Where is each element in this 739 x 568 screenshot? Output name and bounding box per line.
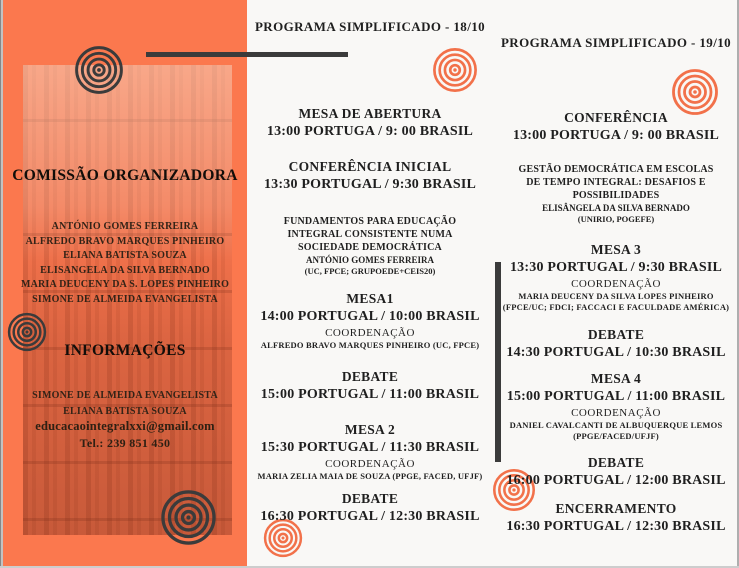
committee-member: ELIANA BATISTA SOUZA — [63, 250, 187, 261]
committee-member: MARIA DEUCENY DA S. LOPES PINHEIRO — [20, 279, 230, 290]
session-palestra — [497, 163, 735, 225]
info-title: INFORMAÇÕES — [64, 342, 186, 359]
coordination-label: COORDENAÇÃO — [325, 458, 415, 470]
coordinator-name: DANIEL CAVALCANTI DE ALBUQUERQUE LEMOS — [509, 420, 723, 430]
committee-member: ANTÓNIO GOMES FERREIRA — [51, 221, 199, 232]
session-time: 13:00 PORTUGA / 9: 00 BRASIL — [512, 128, 720, 143]
organizing-committee-panel — [3, 0, 247, 566]
session-debate — [497, 454, 735, 490]
committee-title: COMISSÃO ORGANIZADORA — [12, 167, 238, 184]
coordination-label: COORDENAÇÃO — [325, 327, 415, 339]
talk-speaker: ANTÓNIO GOMES FERREIRA — [305, 255, 434, 265]
session-mesa2 — [250, 421, 490, 482]
coordination-label: COORDENAÇÃO — [571, 278, 661, 290]
session-title: ENCERRAMENTO — [555, 501, 677, 516]
committee-member: SIMONE DE ALMEIDA EVANGELISTA — [32, 293, 218, 305]
session-debate — [250, 490, 490, 526]
session-encerramento — [497, 500, 735, 536]
committee-member-list — [3, 220, 247, 307]
target-icon — [74, 45, 124, 95]
committee-member: ALFREDO BRAVO MARQUES PINHEIRO — [25, 235, 225, 247]
contact-phone: Tel.: 239 851 450 — [79, 436, 171, 450]
window-left-edge — [0, 0, 3, 568]
session-time: 16:30 PORTUGAL / 12:30 BRASIL — [260, 509, 480, 524]
talk-title: GESTÃO DEMOCRÁTICA EM ESCOLAS DE TEMPO INTEGRAL: DESAFIOS E POSSIBILIDADES — [518, 164, 714, 201]
talk-organization: (UC, FPCE; GRUPOEDE+CEIS20) — [304, 266, 436, 276]
session-debate — [250, 368, 490, 404]
session-title: MESA DE ABERTURA — [298, 106, 442, 121]
contact-email: educacaointegralxxi@gmail.com — [35, 419, 215, 433]
session-mesa1 — [250, 290, 490, 351]
session-time: 15:30 PORTUGAL / 11:30 BRASIL — [260, 440, 480, 455]
session-time: 13:00 PORTUGA / 9: 00 BRASIL — [266, 124, 474, 139]
session-mesa3 — [497, 241, 735, 313]
coordinator-organization: (PPGE/FACED/UFJF) — [573, 431, 659, 441]
coordination-label: COORDENAÇÃO — [571, 407, 661, 419]
session-time: 13:30 PORTUGAL / 9:30 BRASIL — [509, 260, 723, 275]
session-palestra — [250, 215, 490, 277]
talk-title: FUNDAMENTOS PARA EDUCAÇÃO INTEGRAL CONSISTENTE NUMA SOCIEDADE DEMOCRÁTICA — [283, 216, 457, 253]
session-time: 16:00 PORTUGAL / 12:00 BRASIL — [506, 473, 726, 488]
program-column-day1 — [250, 0, 490, 526]
session-title: CONFERÊNCIA INICIAL — [288, 159, 452, 174]
session-time: 16:30 PORTUGAL / 12:30 BRASIL — [506, 519, 726, 534]
session-debate — [497, 326, 735, 362]
committee-member: ELISANGELA DA SILVA BERNADO — [40, 264, 210, 276]
session-title: MESA1 — [346, 291, 394, 306]
session-time: 15:00 PORTUGAL / 11:00 BRASIL — [260, 387, 480, 402]
session-conferencia — [497, 109, 735, 145]
program-header-day1: PROGRAMA SIMPLIFICADO - 18/10 — [254, 19, 486, 34]
talk-organization: (UNIRIO, POGEFE) — [577, 214, 655, 224]
session-abertura — [250, 105, 490, 141]
session-title: MESA 4 — [590, 371, 642, 386]
session-title: MESA 2 — [344, 422, 396, 437]
coordinator-name: MARIA ZELIA MAIA DE SOUZA (PPGE, FACED, UFJF) — [257, 471, 483, 481]
coordinator-organization: (FPCE/UC; FDCI; FACCACI E FACULDADE AMÉRICA) — [502, 302, 730, 312]
session-conferencia-inicial — [250, 158, 490, 194]
program-column-day2 — [497, 0, 735, 536]
session-time: 14:00 PORTUGAL / 10:00 BRASIL — [260, 309, 480, 324]
session-time: 13:30 PORTUGAL / 9:30 BRASIL — [263, 177, 477, 192]
session-title: DEBATE — [587, 327, 645, 342]
info-contact: ELIANA BATISTA SOUZA — [63, 405, 187, 417]
session-title: MESA 3 — [590, 242, 642, 257]
session-mesa4 — [497, 370, 735, 442]
session-time: 15:00 PORTUGAL / 11:00 BRASIL — [506, 389, 726, 404]
session-title: DEBATE — [587, 455, 645, 470]
info-contact-list — [3, 388, 247, 419]
info-contact: SIMONE DE ALMEIDA EVANGELISTA — [32, 390, 218, 401]
program-header-day2: PROGRAMA SIMPLIFICADO - 19/10 — [500, 35, 732, 50]
coordinator-name: ALFREDO BRAVO MARQUES PINHEIRO (UC, FPCE) — [260, 340, 480, 350]
session-title: CONFERÊNCIA — [564, 110, 668, 125]
session-time: 14:30 PORTUGAL / 10:30 BRASIL — [506, 345, 726, 360]
target-icon — [160, 489, 217, 546]
talk-speaker: ELISÂNGELA DA SILVA BERNADO — [542, 203, 690, 213]
coordinator-name: MARIA DEUCENY DA SILVA LOPES PINHEIRO — [518, 291, 714, 301]
session-title: DEBATE — [341, 491, 399, 506]
session-title: DEBATE — [341, 369, 399, 384]
